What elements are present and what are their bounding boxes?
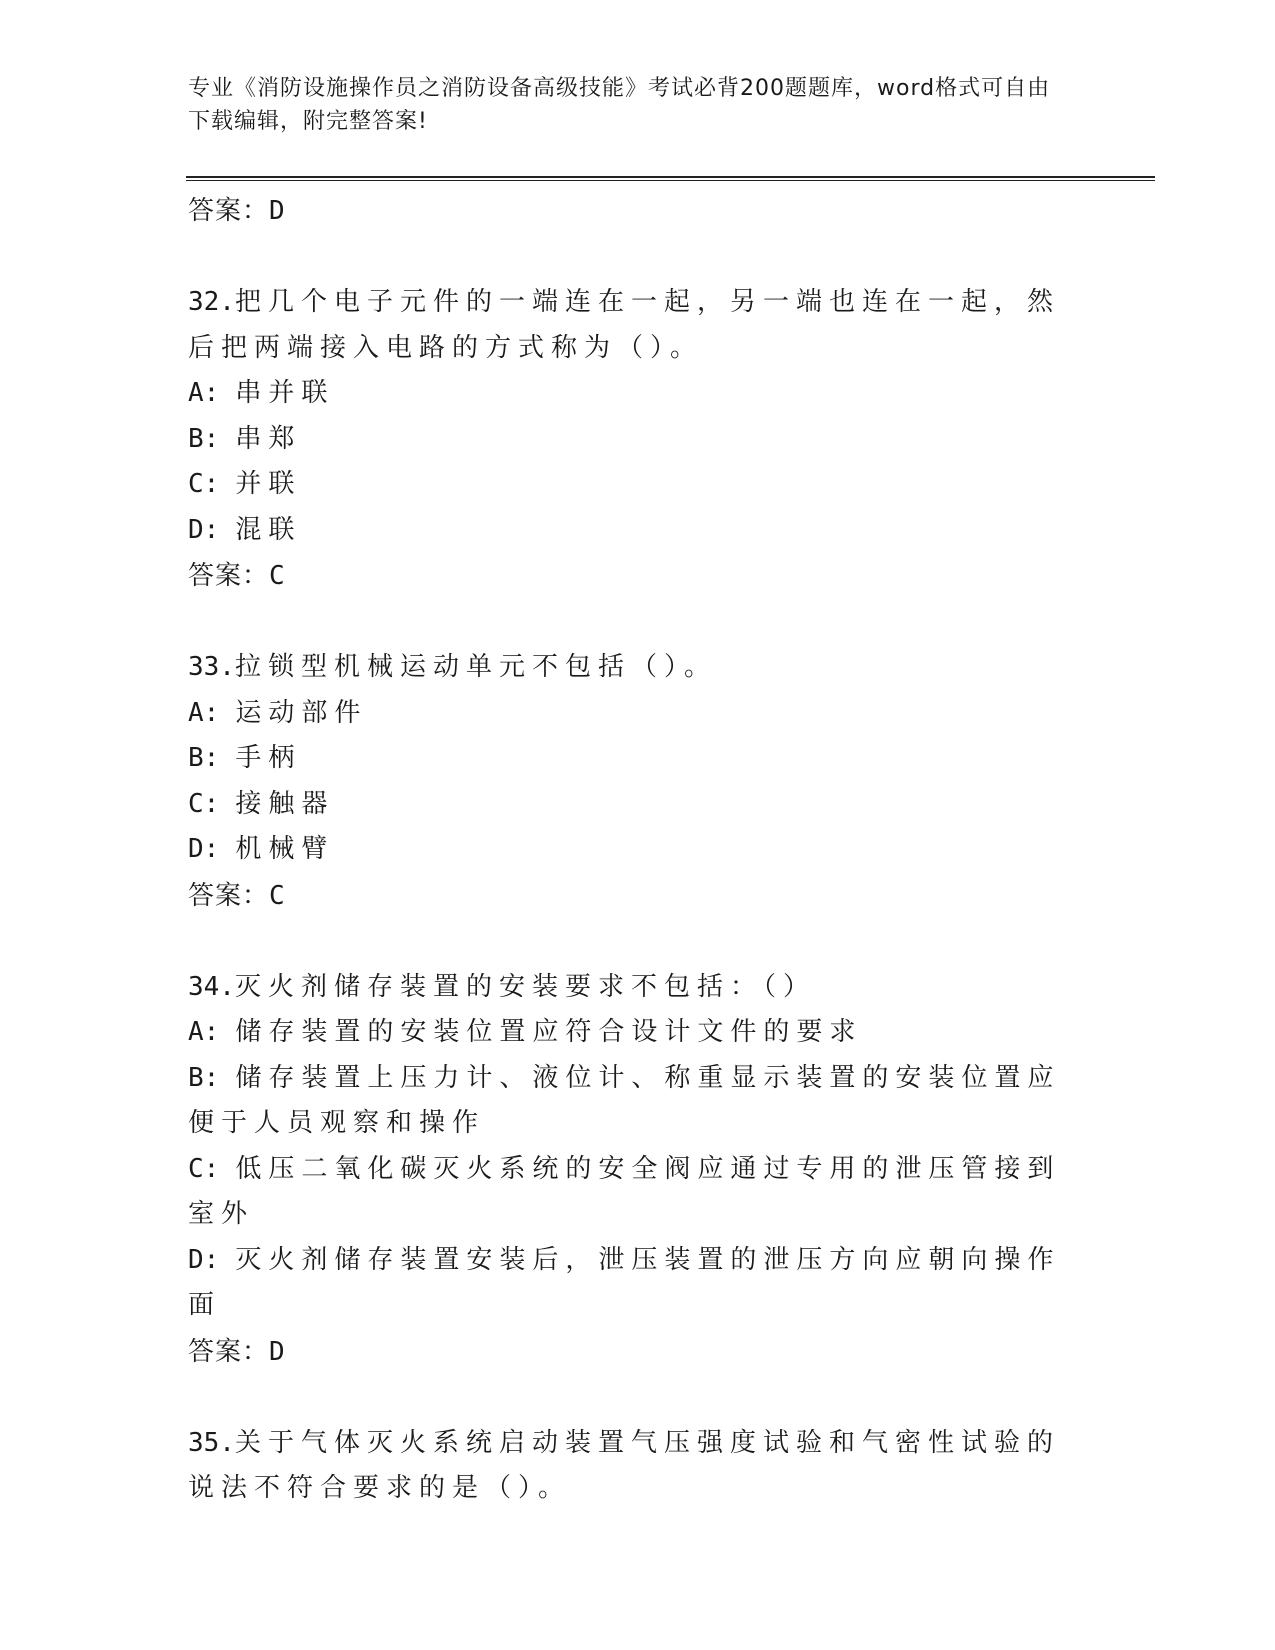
option-text: 低压二氧化碳灭火系统的安全阀应通过专用的泄压管接到室外 (188, 1153, 1061, 1229)
option-text: 接触器 (235, 788, 335, 819)
question-body: 关于气体灭火系统启动装置气压强度试验和气密性试验的说法不符合要求的是（）。 (188, 1427, 1060, 1503)
option-text: 手柄 (235, 743, 302, 773)
option-c (188, 782, 1088, 828)
option-letter: C: (188, 469, 220, 499)
option-letter: D: (188, 834, 220, 864)
option-b (188, 417, 1088, 463)
question-text (188, 280, 1088, 371)
header-divider (186, 176, 1155, 181)
answer-line (188, 1329, 1088, 1375)
option-a (188, 1010, 1088, 1056)
option-letter: D: (188, 1244, 220, 1275)
answer-label: 答案： (188, 196, 270, 226)
option-c (188, 1147, 1088, 1238)
option-letter: B: (188, 1062, 220, 1093)
option-d (188, 827, 1088, 873)
option-letter: A: (188, 1017, 220, 1047)
question-body: 灭火剂储存装置的安装要求不包括：（） (234, 971, 816, 1002)
question-32 (188, 280, 1088, 599)
question-body: 拉锁型机械运动单元不包括（）。 (234, 652, 717, 682)
option-letter: C: (188, 1153, 220, 1184)
question-text (188, 645, 1088, 691)
question-35 (188, 1421, 1088, 1512)
answer-label: 答案： (188, 561, 270, 591)
option-a (188, 371, 1088, 417)
option-letter: A: (188, 697, 220, 728)
answer-value: D (269, 196, 286, 226)
option-letter: D: (188, 514, 220, 545)
option-letter: A: (188, 378, 220, 408)
option-text: 串并联 (235, 378, 335, 408)
option-letter: B: (188, 423, 220, 454)
option-text: 储存装置上压力计、液位计、称重显示装置的安装位置应便于人员观察和操作 (188, 1062, 1061, 1138)
question-body: 把几个电子元件的一端连在一起，另一端也连在一起，然后把两端接入电路的方式称为（）。 (188, 287, 1060, 363)
question-text (188, 965, 1088, 1011)
question-33 (188, 645, 1088, 919)
question-34 (188, 965, 1088, 1375)
question-number: 32. (188, 287, 235, 317)
answer-line (188, 553, 1088, 599)
option-a (188, 691, 1088, 737)
option-text: 机械臂 (235, 834, 335, 864)
option-letter: C: (188, 788, 220, 819)
option-text: 串郑 (235, 423, 302, 454)
option-text: 储存装置的安装位置应符合设计文件的要求 (235, 1017, 863, 1047)
answer-value: C (269, 880, 286, 911)
answer-label: 答案： (188, 880, 270, 911)
question-number: 35. (188, 1427, 235, 1458)
answer-value: C (269, 561, 286, 591)
option-text: 并联 (235, 469, 302, 499)
option-text: 灭火剂储存装置安装后，泄压装置的泄压方向应朝向操作面 (188, 1244, 1061, 1320)
option-text: 运动部件 (235, 697, 368, 728)
answer-value: D (269, 1336, 286, 1367)
page-header: 专业《消防设施操作员之消防设备高级技能》考试必背200题题库，word格式可自由下载编辑，附完整答案! (188, 76, 1051, 134)
option-letter: B: (188, 743, 220, 773)
option-b (188, 736, 1088, 782)
option-b (188, 1056, 1088, 1147)
question-list (188, 188, 1088, 1512)
option-d (188, 1238, 1088, 1329)
question-text (188, 1421, 1088, 1512)
answer-label: 答案： (188, 1336, 270, 1367)
option-c (188, 462, 1088, 508)
option-text: 混联 (235, 514, 302, 545)
question-number: 34. (188, 971, 235, 1002)
answer-line (188, 188, 1088, 234)
answer-line (188, 873, 1088, 919)
option-d (188, 508, 1088, 554)
question-number: 33. (188, 652, 235, 682)
